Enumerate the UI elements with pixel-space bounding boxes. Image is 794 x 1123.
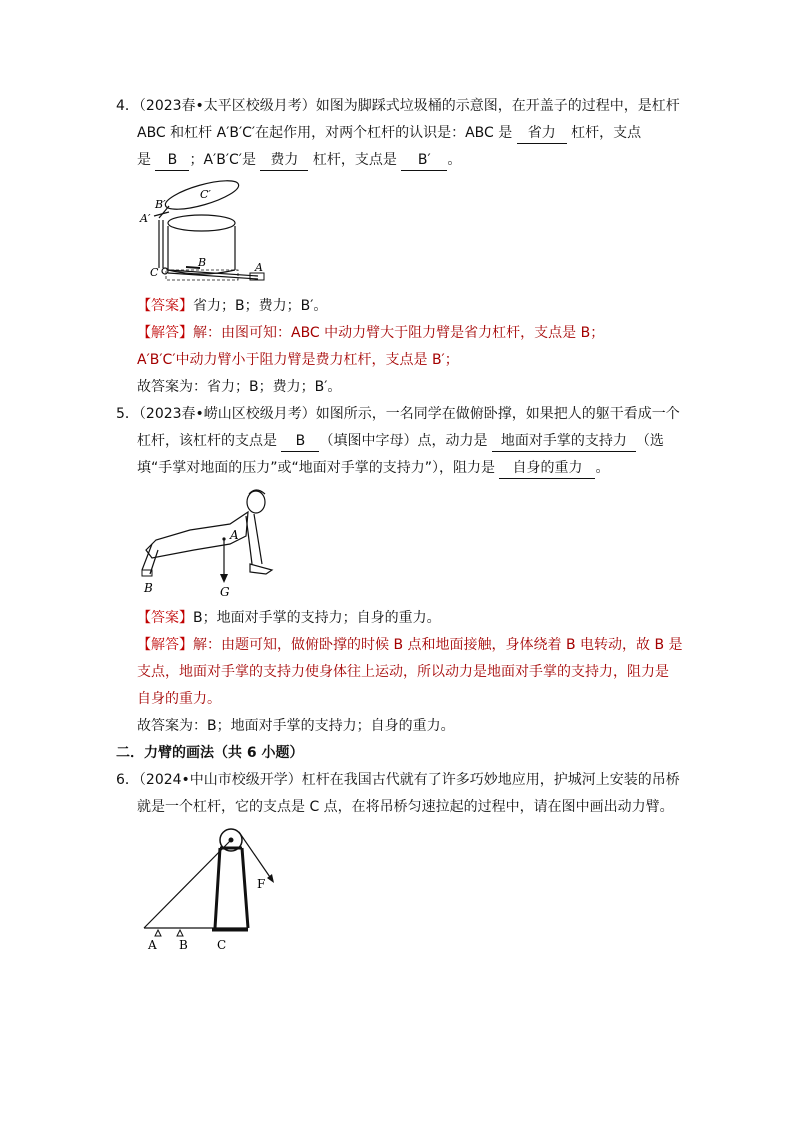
q5-answer: 【答案】B；地面对手掌的支持力；自身的重力。 bbox=[137, 610, 441, 626]
label-a: A bbox=[255, 261, 263, 274]
q5-solution3: 自身的重力。 bbox=[137, 691, 221, 707]
q4-final: 故答案为：省力；B；费力；B′。 bbox=[137, 379, 342, 395]
label-a: A bbox=[230, 528, 239, 542]
section-heading: 二．力臂的画法（共 6 小题） bbox=[116, 745, 304, 761]
label-a: A bbox=[148, 938, 157, 952]
q4-blank3: 费力 bbox=[260, 150, 308, 171]
label-g: G bbox=[220, 585, 230, 599]
q4-blank1: 省力 bbox=[517, 123, 567, 144]
q5-line1: 5．（2023春•崂山区校级月考）如图所示，一名同学在做俯卧撑，如果把人的躯干看成一个 bbox=[116, 406, 680, 422]
q4-blank2: B bbox=[155, 150, 189, 171]
label-b: B bbox=[179, 938, 188, 952]
q4-line3: 是 B ；A′B′C′是 费力 杠杆，支点是 B′ 。 bbox=[137, 150, 461, 171]
q4-solution1: 【解答】解：由图可知：ABC 中动力臂大于阻力臂是省力杠杆，支点是 B； bbox=[137, 325, 605, 341]
q4-line2: ABC 和杠杆 A′B′C′在起作用，对两个杠杆的认识是：ABC 是 省力 杠杆，支点 bbox=[137, 123, 641, 144]
trash-can-figure bbox=[138, 178, 278, 286]
drawbridge-figure bbox=[138, 826, 288, 956]
q4-line1: 4．（2023春•太平区校级月考）如图为脚踩式垃圾桶的示意图，在开盖子的过程中，是杠杆 bbox=[116, 98, 680, 114]
q4-solution2: A′B′C′中动力臂小于阻力臂是费力杠杆，支点是 B′； bbox=[137, 352, 459, 368]
q5-blank1: B bbox=[281, 431, 319, 452]
label-c: C bbox=[150, 266, 159, 279]
q5-line3: 填“手掌对地面的压力”或“地面对手掌的支持力”），阻力是 自身的重力 。 bbox=[137, 458, 609, 479]
q4-blank4: B′ bbox=[401, 150, 447, 171]
label-b: B bbox=[198, 256, 207, 269]
q6-line2: 就是一个杠杆，它的支点是 C 点，在将吊桥匀速拉起的过程中，请在图中画出动力臂。 bbox=[137, 799, 674, 815]
q5-blank3: 自身的重力 bbox=[499, 458, 595, 479]
q5-solution1: 【解答】解：由题可知，做俯卧撑的时候 B 点和地面接触，身体绕着 B 电转动，故 B 是 bbox=[137, 637, 683, 653]
q5-line2: 杠杆，该杠杆的支点是 B （填图中字母）点，动力是 地面对手掌的支持力 （选 bbox=[137, 431, 664, 452]
label-c-prime: C′ bbox=[200, 188, 211, 201]
q5-final: 故答案为：B；地面对手掌的支持力；自身的重力。 bbox=[137, 718, 455, 734]
label-a-prime: A′ bbox=[140, 212, 151, 225]
label-b: B bbox=[144, 581, 153, 595]
label-c: C bbox=[217, 938, 227, 952]
q4-answer: 【答案】省力；B；费力；B′。 bbox=[137, 298, 328, 314]
label-f: F bbox=[257, 877, 266, 891]
q6-line1: 6．（2024•中山市校级开学）杠杆在我国古代就有了许多巧妙地应用，护城河上安装的吊桥 bbox=[116, 772, 680, 788]
q5-solution2: 支点，地面对手掌的支持力使身体往上运动，所以动力是地面对手掌的支持力，阻力是 bbox=[137, 664, 669, 680]
label-b-prime: B′ bbox=[155, 198, 166, 211]
q5-blank2: 地面对手掌的支持力 bbox=[492, 431, 636, 452]
pushup-figure bbox=[138, 484, 288, 599]
